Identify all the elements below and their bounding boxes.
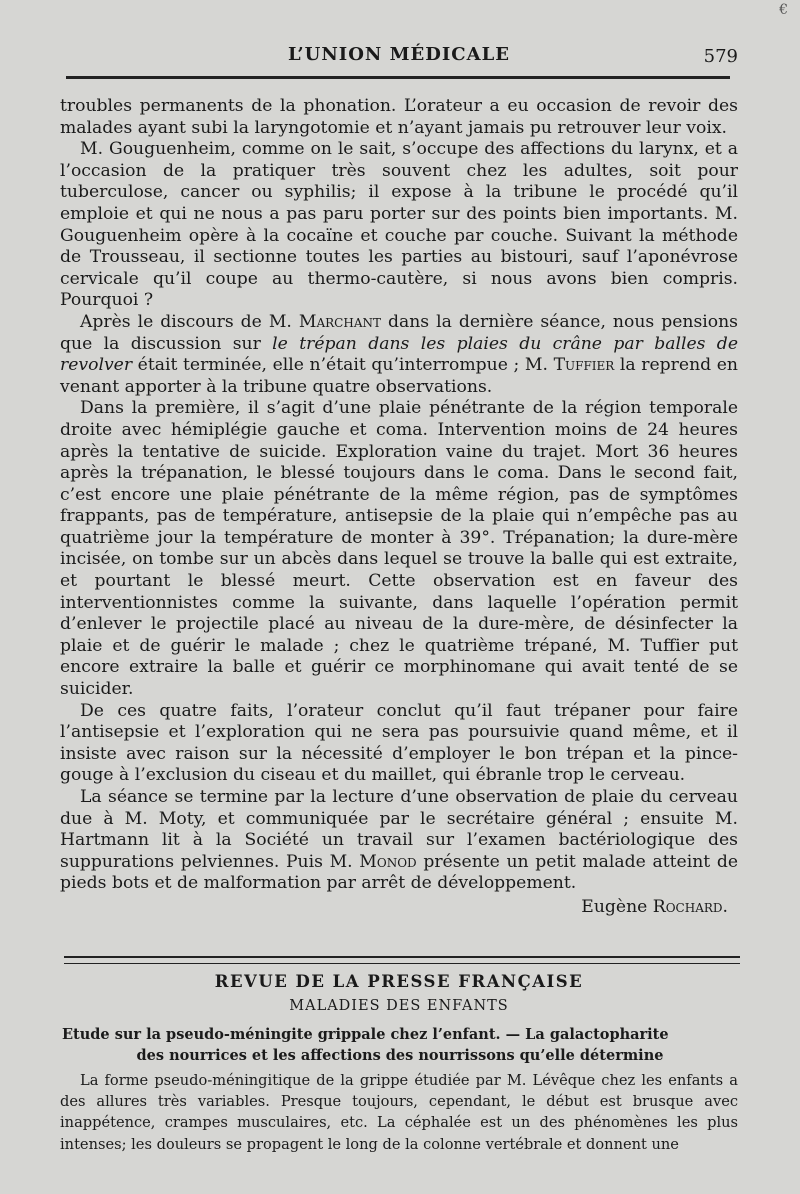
signature-last: Rochard. bbox=[652, 896, 728, 917]
p6-text-a: La séance se termine par la lecture d’une observation de plaie du cerveau due à M. Moty, et communiquée par le secrétaire général ; ensuite M. Hartmann lit à la Société un travail sur l’examen bactériologique des suppurations pelviennes. Puis M. bbox=[60, 787, 738, 872]
signature bbox=[60, 897, 738, 919]
paragraph-2: M. Gouguenheim, comme on le sait, s’occupe des affections du larynx, et a l’occasion de la pratiquer très souvent chez les adultes, soit pour tuberculose, cancer ou syphilis; il expose à la tribune le procédé qu’il emploie et qui ne nous a pas paru porter sur des points bien importants. M. Gouguenheim opère à la cocaïne et couche par couche. Suivant la méthode de Trousseau, il sectionne toutes les parties au bistouri, sauf l’aponévrose cervicale qu’il coupe au thermo-cautère, si nous avons bien compris. Pourquoi ? bbox=[60, 139, 738, 311]
signature-first: Eugène bbox=[581, 896, 653, 917]
article-title-line1: Etude sur la pseudo-méningite grippale chez l’enfant. — La galactopharite bbox=[62, 1026, 669, 1043]
article-title-line2: des nourrices et les affections des nourrissons qu’elle détermine bbox=[136, 1047, 664, 1064]
body-text bbox=[60, 96, 738, 919]
running-title: L’UNION MÉDICALE bbox=[288, 44, 510, 65]
paragraph-6 bbox=[60, 787, 738, 895]
paragraph-5: De ces quatre faits, l’orateur conclut qu’il faut trépaner pour faire l’antisepsie et l’exploration qui ne sera pas poursuivie quand même, et il insiste avec raison sur la nécessité d’employer le bon trépan et la pince-gouge à l’exclusion du ciseau et du maillet, qui ébranle trop le cerveau. bbox=[60, 700, 738, 786]
name-marchant: Marchant bbox=[298, 311, 381, 332]
section-title: REVUE DE LA PRESSE FRANÇAISE bbox=[214, 972, 584, 991]
corner-mark: € bbox=[779, 2, 788, 18]
p3-text-e: était terminée, elle n’était qu’interrompue ; M. bbox=[132, 355, 554, 376]
paragraph-3 bbox=[60, 312, 738, 398]
article-title bbox=[62, 1024, 738, 1066]
page-header bbox=[60, 38, 738, 68]
p6-text-c: présente un petit malade atteint de pieds bots et de malformation par arrêt de développement. bbox=[60, 851, 738, 894]
paragraph-4: Dans la première, il s’agit d’une plaie pénétrante de la région temporale droite avec hémiplégie gauche et coma. Intervention moins de 24 heures après la tentative de suicide. Exploration vaine du trajet. Mort 36 heures après la trépanation, le blessé toujours dans le coma. Dans le second fait, c’est encore une plaie pénétrante de la même région, pas de symptômes frappants, pas de température, antisepsie de la plaie qui n’empêche pas au quatrième jour la température de monter à 39°. Trépanation; la dure-mère incisée, on tombe sur un abcès dans lequel se trouve la balle qui est extraite, et pourtant le blessé meurt. Cette observation est en faveur des interventionnistes comme la suivante, dans laquelle l’opération permit d’enlever le projectile placé au niveau de la dure-mère, de désinfecter la plaie et de guérir le malade ; chez le quatrième trépané, M. Tuffier put encore extraire la balle et guérir ce morphinomane qui avait tenté de se suicider. bbox=[60, 398, 738, 700]
header-rule bbox=[66, 76, 730, 79]
name-tuffier: Tuffier bbox=[553, 355, 615, 376]
article-text bbox=[60, 1070, 738, 1155]
paragraph-1: troubles permanents de la phonation. L’orateur a eu occasion de revoir des malades ayant subi la laryngotomie et n’ayant jamais pu retrouver leur voix. bbox=[60, 96, 738, 138]
p3-text-g: la reprend en venant apporter à la tribune quatre observations. bbox=[60, 355, 738, 397]
name-monod: Monod bbox=[359, 851, 417, 872]
section-rule bbox=[64, 956, 740, 964]
section-subtitle: MALADIES DES ENFANTS bbox=[289, 998, 509, 1014]
article-paragraph: La forme pseudo-méningitique de la grippe étudiée par M. Lévêque chez les enfants a des allures très variables. Presque toujours, cependant, le début est brusque avec inappétence, crampes musculaires, etc. La céphalée est un des phénomènes les plus intenses; les douleurs se propagent le long de la colonne vertébrale et donnent une bbox=[60, 1072, 738, 1153]
discussion-topic: le trépan dans les plaies du crâne par balles de revolver bbox=[60, 333, 738, 376]
p3-text-c: dans la dernière séance, nous pensions que la discussion sur bbox=[60, 311, 738, 354]
page-number: 579 bbox=[703, 46, 738, 67]
p3-text-a: Après le discours de M. bbox=[80, 311, 299, 332]
